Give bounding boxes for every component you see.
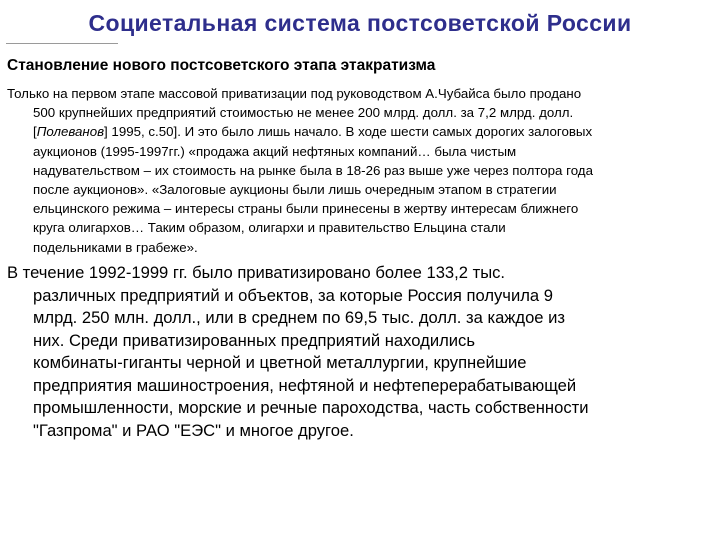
paragraph-line: надувательством – их стоимость на рынке была в 18-26 раз выше уже через полтора года <box>33 162 593 178</box>
paragraph-line-citation <box>33 122 713 141</box>
paragraph-line: промышленности, морские и речные пароходства, часть собственности <box>33 398 589 417</box>
paragraph-line: 500 крупнейших предприятий стоимостью не менее 200 млрд. долл. за 7,2 млрд. долл. <box>33 105 574 121</box>
paragraph-line: комбинаты-гиганты черной и цветной металлургии, крупнейшие <box>33 353 527 372</box>
paragraph-privatization-totals <box>7 262 713 442</box>
paragraph-line: аукционов (1995-1997гг.) «продажа акций нефтяных компаний… была чистым <box>33 143 517 159</box>
paragraph-line: после аукционов». «Залоговые аукционы были лишь очередным этапом в стратегии <box>33 182 557 198</box>
paragraph-line: различных предприятий и объектов, за которые Россия получила 9 <box>33 285 553 305</box>
section-heading: Становление нового постсоветского этапа этакратизма <box>7 57 436 74</box>
paragraph-line: В течение 1992-1999 гг. было приватизировано более 133,2 тыс. <box>7 263 506 282</box>
paragraph-line: ельцинского режима – интересы страны были принесены в жертву интересам ближнего <box>33 201 579 217</box>
paragraph-line: круга олигархов… Таким образом, олигархи и правительство Ельцина стали <box>33 220 506 236</box>
title-divider <box>6 43 118 44</box>
citation-author: Полеванов <box>36 124 105 140</box>
paragraph-line: Только на первом этапе массовой приватизации под руководством А.Чубайса было продано <box>7 86 582 101</box>
paragraph-line: "Газпрома" и РАО "ЕЭС" и многое другое. <box>33 420 354 440</box>
paragraph-line: подельниками в грабеже». <box>33 239 198 255</box>
citation-rest: ] 1995, с.50]. И это было лишь начало. В ходе шести самых дорогих залоговых <box>104 124 593 140</box>
paragraph-line: них. Среди приватизированных предприятий находились <box>33 330 475 350</box>
slide-title: Социетальная система постсоветской России <box>88 10 632 36</box>
paragraph-line: предприятия машиностроения, нефтяной и нефтеперерабатывающей <box>33 375 577 395</box>
paragraph-privatization-first-stage <box>7 84 713 257</box>
citation-open-bracket: [ <box>33 124 37 140</box>
paragraph-line: млрд. 250 млн. долл., или в среднем по 69,5 тыс. долл. за каждое из <box>33 308 566 327</box>
